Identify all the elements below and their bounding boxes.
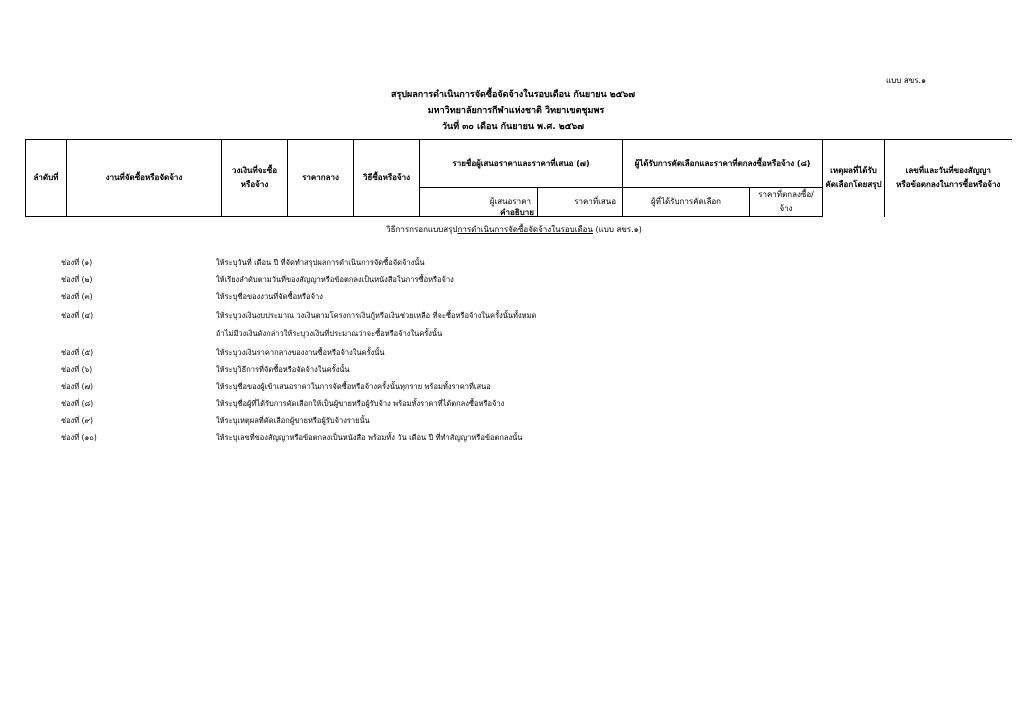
subheader-bid-price: ราคาที่เสนอ	[538, 188, 623, 217]
header-bidders: รายชื่อผู้เสนอราคาและราคาที่เสนอ (๗)	[420, 140, 623, 188]
instruction-label: ช่องที่ (๗)	[61, 382, 94, 391]
instruction-label: ช่องที่ (๘)	[61, 399, 94, 408]
instruction-row	[0, 308, 1024, 324]
instruction-label: ช่องที่ (๑)	[61, 258, 93, 267]
form-code: แบบ สขร.๑	[886, 76, 927, 85]
header-selected: ผู้ได้รับการคัดเลือกและราคาที่ตกลงซื้อหรือจ้าง (๘)	[623, 140, 823, 188]
explanation-subtitle-suffix: (แบบ สขร.๑)	[592, 225, 642, 234]
instruction-text: ให้ระบุวงเงินงบประมาณ วงเงินตามโครงการเงินกู้หรือเงินช่วยเหลือ ที่จะซื้อหรือจ้างในครั้งนั้นทั้งหมด	[216, 311, 537, 320]
header-contract-line1: เลขที่และวันที่ของสัญญา	[905, 166, 991, 176]
subheader-bidder-name: ผู้เสนอราคา	[420, 188, 538, 217]
instruction-row	[0, 379, 1024, 395]
instruction-label: ช่องที่ (๒)	[61, 275, 93, 284]
instruction-row	[0, 396, 1024, 412]
header-no: ลำดับที่	[26, 140, 67, 217]
instruction-row	[0, 345, 1024, 361]
instruction-row	[0, 255, 1024, 271]
instruction-row	[0, 430, 1024, 446]
instruction-text: ให้ระบุวิธีการที่จัดซื้อหรือจัดจ้างในครั้งนั้น	[216, 365, 350, 374]
instruction-label: ช่องที่ (๙)	[61, 416, 93, 425]
instruction-text: ให้ระบุชื่อผู้ที่ได้รับการคัดเลือกให้เป็นผู้ขายหรือผู้รับจ้าง พร้อมทั้งราคาที่ได้ตกลงซื้อหรือจ้าง	[216, 399, 505, 408]
header-reason-line1: เหตุผลที่ได้รับ	[830, 166, 877, 176]
instruction-label: ช่องที่ (๓)	[61, 292, 93, 301]
title-line-3: วันที่ ๓๐ เดือน กันยายน พ.ศ. ๒๕๖๗	[442, 122, 584, 132]
explanation-subtitle-underlined: การดำเนินการจัดซื้อจัดจ้างในรอบเดือน	[457, 225, 593, 234]
title-line-2: มหาวิทยาลัยการกีฬาแห่งชาติ วิทยาเขตชุมพร	[427, 106, 605, 116]
instruction-text: ให้ระบุเลขที่ของสัญญาหรือข้อตกลงเป็นหนังสือ พร้อมทั้ง วัน เดือน ปี ที่ทำสัญญาหรือข้อตกลงนั้น	[216, 433, 523, 442]
header-work: งานที่จัดซื้อหรือจัดจ้าง	[67, 140, 222, 217]
instruction-row	[0, 413, 1024, 429]
explanation-subtitle-prefix: วิธีการกรอกแบบสรุป	[386, 225, 458, 234]
instruction-text: ให้ระบุวันที่ เดือน ปี ที่จัดทำสรุปผลการดำเนินการจัดซื้อจัดจ้างนั้น	[216, 258, 425, 267]
header-contract	[885, 140, 1012, 217]
header-budget	[222, 140, 288, 217]
instruction-row	[0, 362, 1024, 378]
header-contract-line2: หรือข้อตกลงในการซื้อหรือจ้าง	[896, 180, 1001, 190]
header-reason-line2: คัดเลือกโดยสรุป	[825, 180, 882, 190]
instruction-label: ช่องที่ (๕)	[61, 348, 94, 357]
subheader-agreed-price: ราคาที่ตกลงซื้อ/จ้าง	[750, 188, 823, 217]
instruction-label: ช่องที่ (๑๐)	[61, 433, 97, 442]
header-budget-line2: หรือจ้าง	[240, 180, 269, 189]
instruction-row	[0, 326, 1024, 342]
explanation-title: คำอธิบาย	[500, 208, 534, 217]
instruction-text: ให้ระบุวงเงินราคากลางของงานซื้อหรือจ้างในครั้งนั้น	[216, 348, 385, 357]
instruction-row	[0, 272, 1024, 288]
instruction-text: ให้ระบุเหตุผลที่คัดเลือกผู้ขายหรือผู้รับจ้างรายนั้น	[216, 416, 370, 425]
document-title	[0, 87, 1024, 135]
instruction-label: ช่องที่ (๔)	[61, 311, 94, 320]
subheader-selected-name: ผู้ที่ได้รับการคัดเลือก	[623, 188, 750, 217]
instruction-text: ถ้าไม่มีวงเงินดังกล่าวให้ระบุวงเงินที่ประมาณว่าจะซื้อหรือจ้างในครั้งนั้น	[216, 329, 443, 338]
instruction-text: ให้ระบุชื่อของผู้เข้าเสนอราคาในการจัดซื้อหรือจ้างครั้งนั้นทุกราย พร้อมทั้งราคาที่เสนอ	[216, 382, 491, 391]
instruction-label: ช่องที่ (๖)	[61, 365, 93, 374]
instruction-row	[0, 289, 1024, 305]
header-budget-line1: วงเงินที่จะซื้อ	[232, 166, 277, 175]
header-median-price: ราคากลาง	[288, 140, 354, 217]
header-method: วิธีซื้อหรือจ้าง	[354, 140, 420, 217]
instruction-text: ให้ระบุชื่อของงานที่จัดซื้อหรือจ้าง	[216, 292, 323, 301]
header-reason	[823, 140, 885, 217]
explanation-subtitle	[0, 223, 1024, 236]
instruction-text: ให้เรียงลำดับตามวันที่ของสัญญาหรือข้อตกลงเป็นหนังสือในการซื้อหรือจ้าง	[216, 275, 454, 284]
title-line-1: สรุปผลการดำเนินการจัดซื้อจัดจ้างในรอบเดือน กันยายน ๒๕๖๗	[390, 90, 636, 100]
